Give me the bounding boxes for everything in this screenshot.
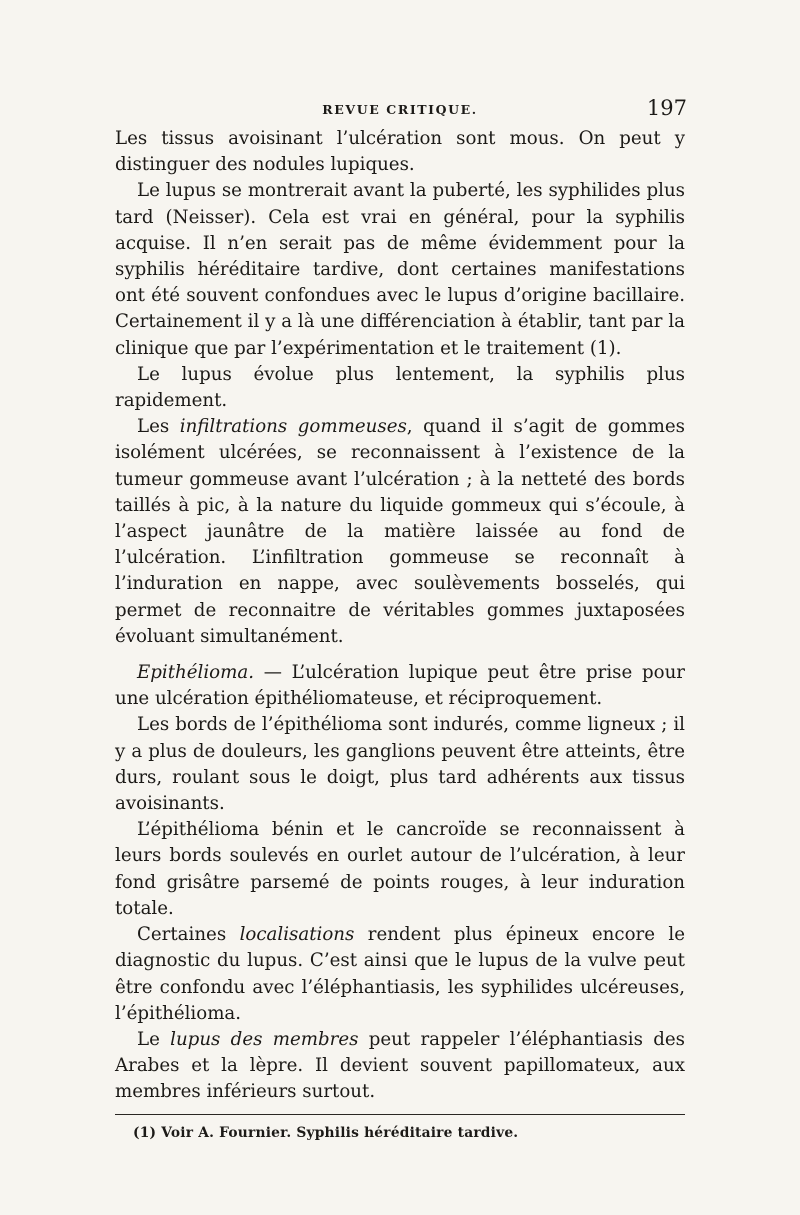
text-run: Le lupus évolue plus lentement, la syphilis plus rapidement. — [115, 363, 685, 412]
italic-term: lupus des membres — [170, 1028, 359, 1050]
text-run: Les bords de l’épithélioma sont indurés, comme ligneux ; il y a plus de douleurs, les ganglions peuvent être atteints, être durs, roulant sous le doigt, plus tard adhérents aux tissus avoisinants. — [115, 714, 685, 815]
body-text — [115, 126, 685, 1106]
text-run: L’épithélioma bénin et le cancroïde se reconnaissent à leurs bords soulevés en ourlet autour de l’ulcération, à leur fond grisâtre parsemé de points rouges, à leur induration totale. — [115, 819, 685, 919]
paragraph — [115, 362, 685, 414]
paragraph — [115, 1027, 685, 1106]
paragraph — [115, 712, 685, 817]
paragraph-section-heading — [115, 660, 685, 712]
running-title: REVUE CRITIQUE. — [322, 102, 478, 117]
section-heading: Epithélioma. — [137, 662, 254, 684]
text-run: — L’ulcération lupique peut être prise pour une ulcération épithéliomateuse, et réciproquement. — [115, 662, 685, 710]
text-run: , quand il s’agit de gommes isolément ulcérées, se reconnaissent à l’existence de la tumeur gommeuse avant l’ulcération ; à la netteté des bords taillés à pic, à la nature du liquide gommeux qui s’écoule, à l’aspect jaunâtre de la matière laissée au fond de l’ulcération. L’infiltration gommeuse se reconnaît à l’induration en nappe, avec soulèvements bosselés, qui permet de reconnaitre de véritables gommes juxtaposées évoluant simultanément. — [115, 416, 685, 647]
text-run: Le lupus se montrerait avant la puberté, les syphilides plus tard (Neisser). Cela est vrai en général, pour la syphilis acquise. Il n’en serait pas de même évidemment pour la syphilis héréditaire tardive, dont certaines manifestations ont été souvent confondues avec le lupus d’origine bacillaire. Certainement il y a là une différenciation à établir, tant par la clinique que par l’expérimentation et le traitement (1). — [115, 180, 685, 359]
paragraph — [115, 126, 685, 178]
footnote-divider — [115, 1114, 685, 1115]
text-run: Le — [137, 1028, 171, 1050]
paragraph — [115, 414, 685, 650]
footnote: (1) Voir A. Fournier. Syphilis héréditaire tardive. — [133, 1124, 519, 1141]
paragraph — [115, 178, 685, 361]
text-run: peut rappeler l’éléphantiasis des Arabes et la lèpre. Il devient souvent papillomateux, aux membres inférieurs surtout. — [115, 1028, 685, 1103]
text-run: Les — [137, 416, 180, 438]
book-page — [115, 92, 685, 1143]
paragraph — [115, 922, 685, 1027]
text-run: Certaines — [137, 924, 240, 946]
running-header — [115, 92, 685, 122]
page-number: 197 — [646, 96, 687, 120]
paragraph — [115, 817, 685, 922]
italic-term: infiltrations gommeuses — [179, 416, 407, 438]
text-run: Les tissus avoisinant l’ulcération sont mous. On peut y distinguer des nodules lupiques. — [115, 128, 685, 176]
italic-term: localisations — [239, 924, 355, 946]
text-run: rendent plus épineux encore le diagnostic du lupus. C’est ainsi que le lupus de la vulve peut être confondu avec l’éléphantiasis, les syphilides ulcéreuses, l’épithélioma. — [115, 924, 685, 1024]
